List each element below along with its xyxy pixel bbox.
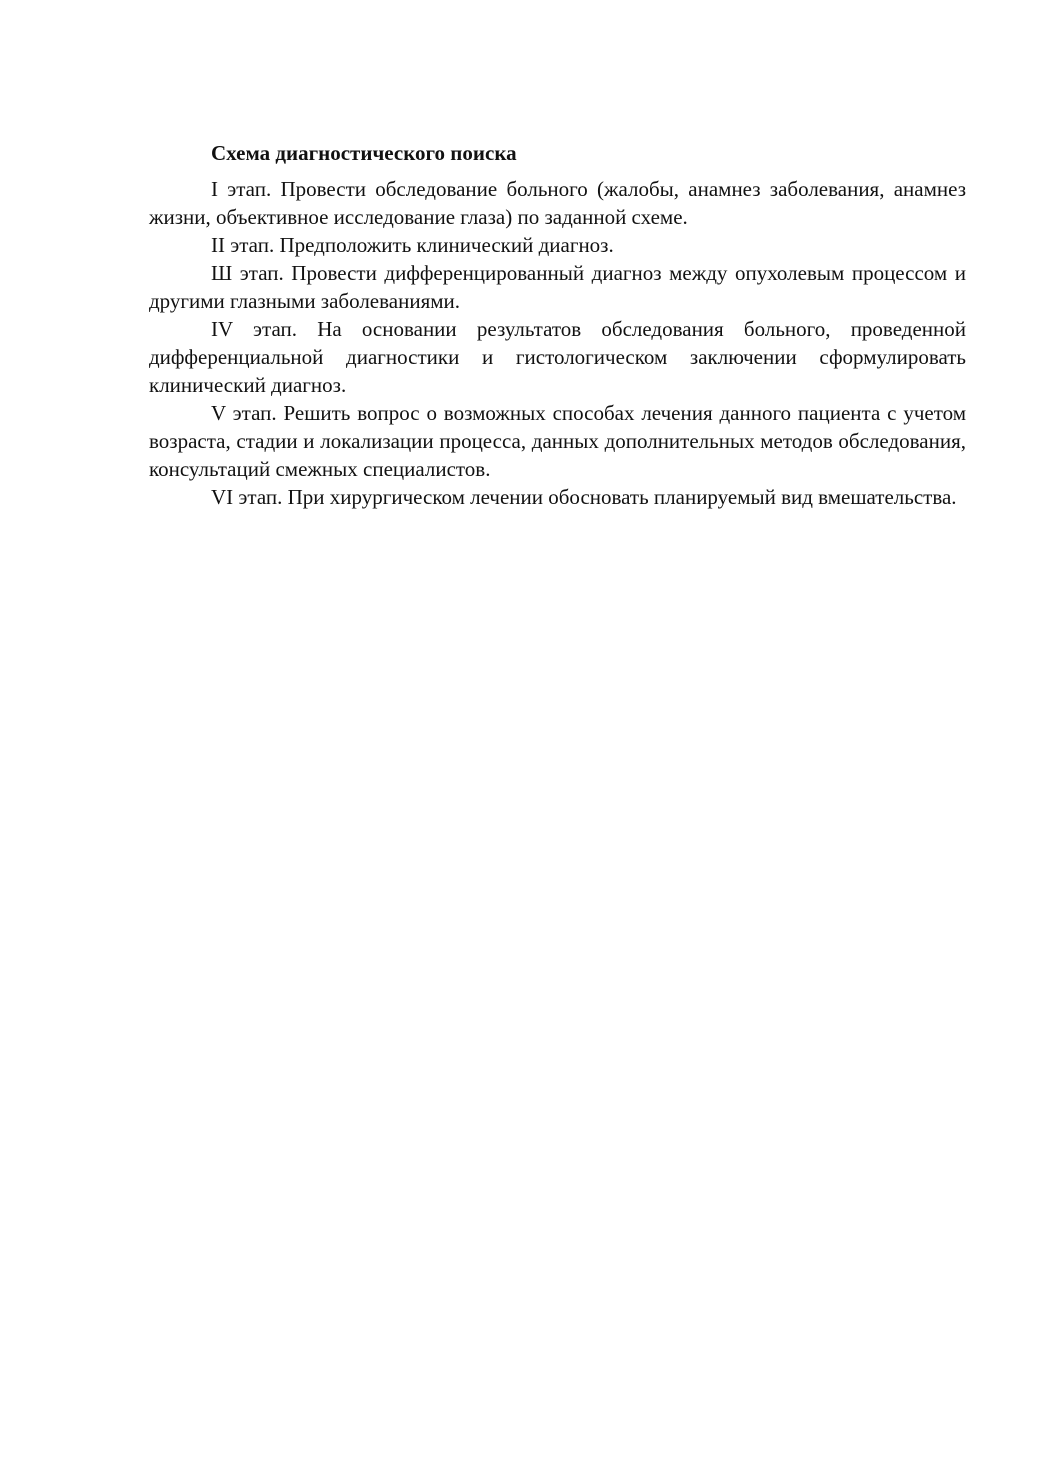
stage-2-paragraph: II этап. Предположить клинический диагноз. <box>211 233 614 257</box>
stage-5-paragraph: V этап. Решить вопрос о возможных способах лечения данного пациента с учетом возраста, стадии и локализации процесса, данных дополнительных методов обследования, консультаций смежных специалистов. <box>149 401 966 481</box>
stage-6-paragraph: VI этап. При хирургическом лечении обосновать планируемый вид вмешательства. <box>211 485 957 509</box>
document-body <box>149 137 966 511</box>
stage-3-paragraph: Ш этап. Провести дифференцированный диагноз между опухолевым процессом и другими глазными заболеваниями. <box>149 261 966 313</box>
stage-4-paragraph: IV этап. На основании результатов обследования больного, проведенной дифференциальной диагностики и гистологическом заключении сформулировать клинический диагноз. <box>149 317 966 397</box>
stage-1-paragraph: I этап. Провести обследование больного (жалобы, анамнез заболевания, анамнез жизни, объективное исследование глаза) по заданной схеме. <box>149 177 966 229</box>
document-heading: Схема диагностического поиска <box>211 141 517 165</box>
